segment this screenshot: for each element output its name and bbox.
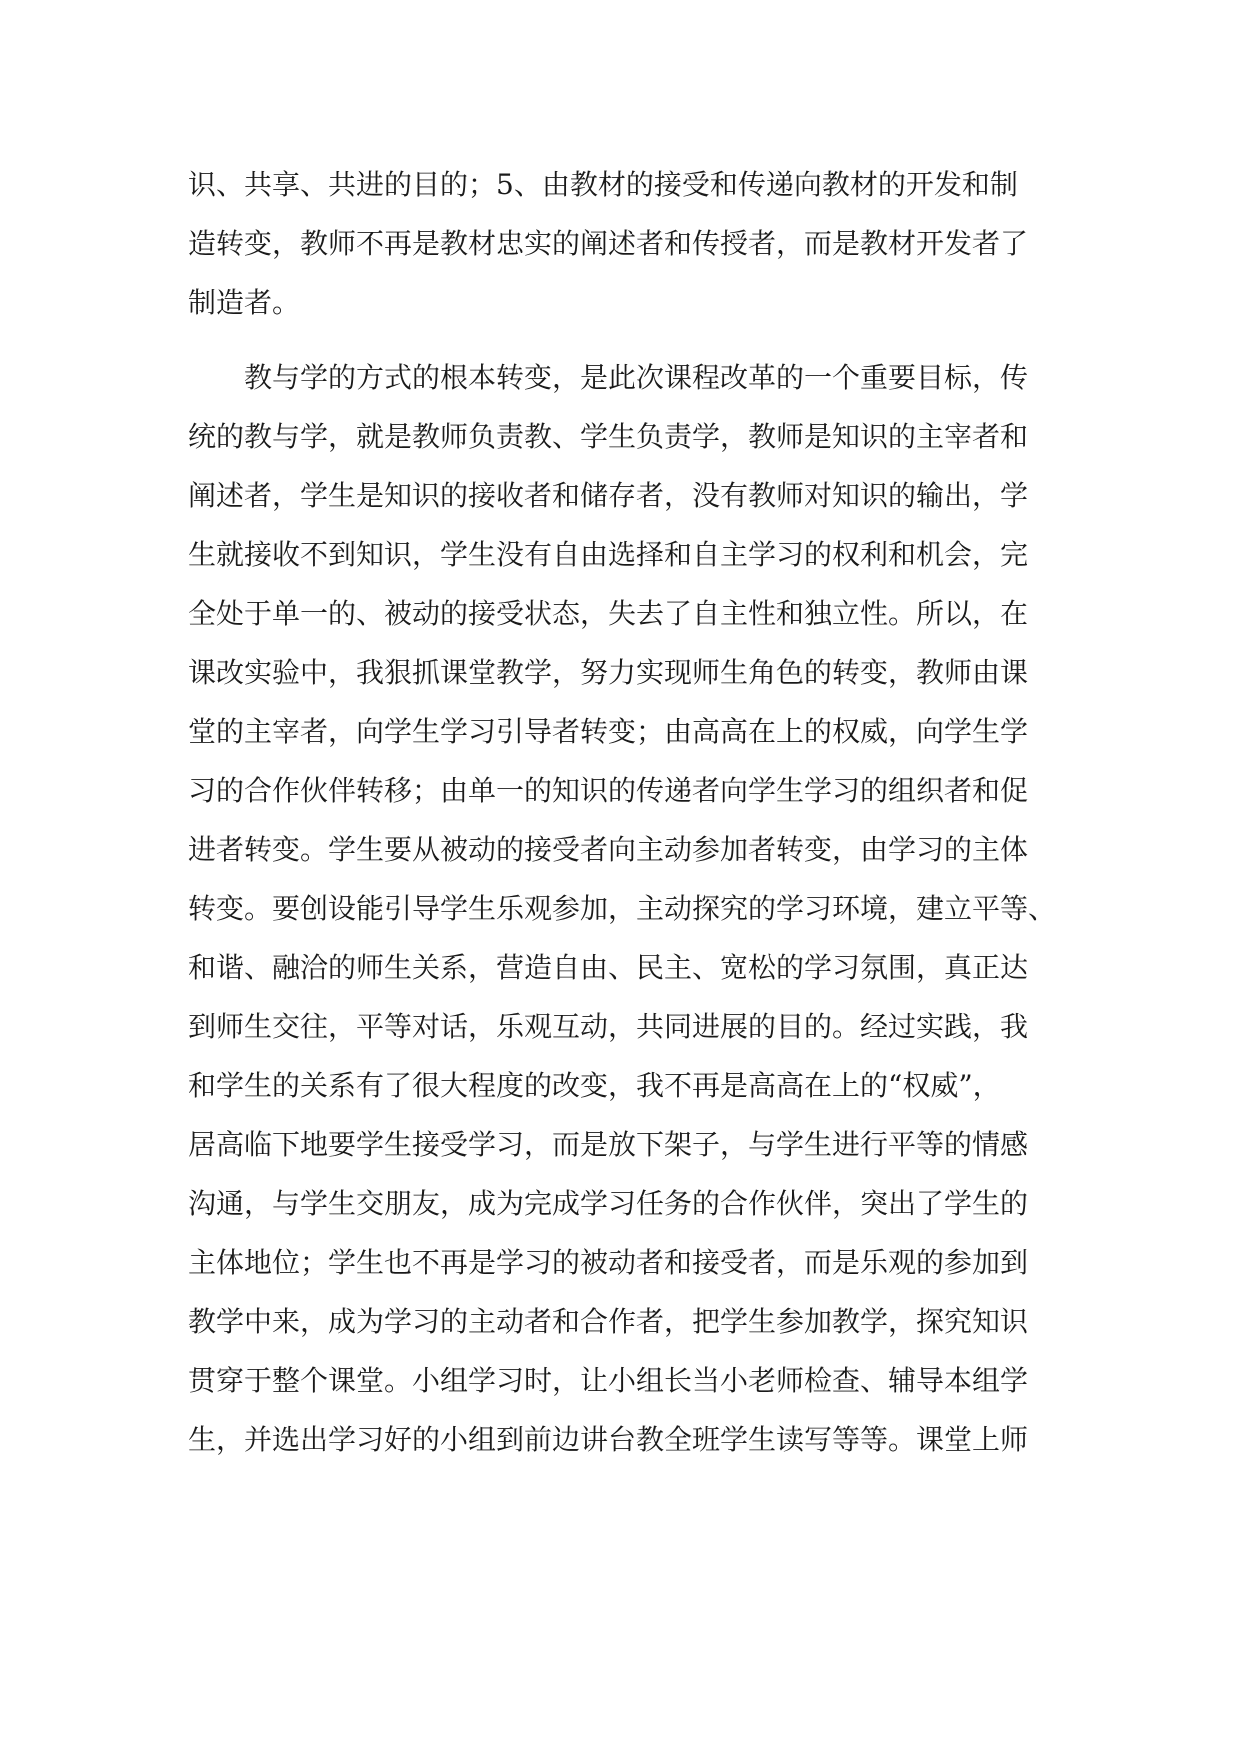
text-line: 生就接收不到知识，学生没有自由选择和自主学习的权利和机会，完	[188, 538, 1029, 571]
text-line: 转变。要创设能引导学生乐观参加，主动探究的学习环境，建立平等、	[188, 892, 1057, 925]
text-line: 阐述者，学生是知识的接收者和储存者，没有教师对知识的输出，学	[188, 479, 1029, 512]
text-line: 沟通，与学生交朋友，成为完成学习任务的合作伙伴，突出了学生的	[188, 1187, 1029, 1220]
text-line: 贯穿于整个课堂。小组学习时，让小组长当小老师检查、辅导本组学	[188, 1364, 1029, 1397]
text-line: 居高临下地要学生接受学习，而是放下架子，与学生进行平等的情感	[188, 1128, 1029, 1161]
text-line: 生，并选出学习好的小组到前边讲台教全班学生读写等等。课堂上师	[188, 1423, 1029, 1456]
text-line: 习的合作伙伴转移；由单一的知识的传递者向学生学习的组织者和促	[188, 774, 1029, 807]
text-line: 制造者。	[188, 286, 301, 319]
text-line: 造转变，教师不再是教材忠实的阐述者和传授者，而是教材开发者了	[188, 227, 1029, 260]
text-line: 教与学的方式的根本转变，是此次课程改革的一个重要目标，传	[188, 361, 1029, 394]
text-line: 主体地位；学生也不再是学习的被动者和接受者，而是乐观的参加到	[188, 1246, 1029, 1279]
text-line: 进者转变。学生要从被动的接受者向主动参加者转变，由学习的主体	[188, 833, 1029, 866]
text-line: 全处于单一的、被动的接受状态，失去了自主性和独立性。所以，在	[188, 597, 1029, 630]
text-line: 识、共享、共进的目的；5、由教材的接受和传递向教材的开发和制	[188, 168, 1018, 201]
text-line: 到师生交往，平等对话，乐观互动，共同进展的目的。经过实践，我	[188, 1010, 1029, 1043]
text-line: 统的教与学，就是教师负责教、学生负责学，教师是知识的主宰者和	[188, 420, 1029, 453]
text-line: 和学生的关系有了很大程度的改变，我不再是高高在上的“权威”，	[188, 1069, 1001, 1102]
text-line: 和谐、融洽的师生关系，营造自由、民主、宽松的学习氛围，真正达	[188, 951, 1029, 984]
text-line: 教学中来，成为学习的主动者和合作者，把学生参加教学，探究知识	[188, 1305, 1029, 1338]
text-line: 课改实验中，我狠抓课堂教学，努力实现师生角色的转变，教师由课	[188, 656, 1029, 689]
text-line: 堂的主宰者，向学生学习引导者转变；由高高在上的权威，向学生学	[188, 715, 1029, 748]
